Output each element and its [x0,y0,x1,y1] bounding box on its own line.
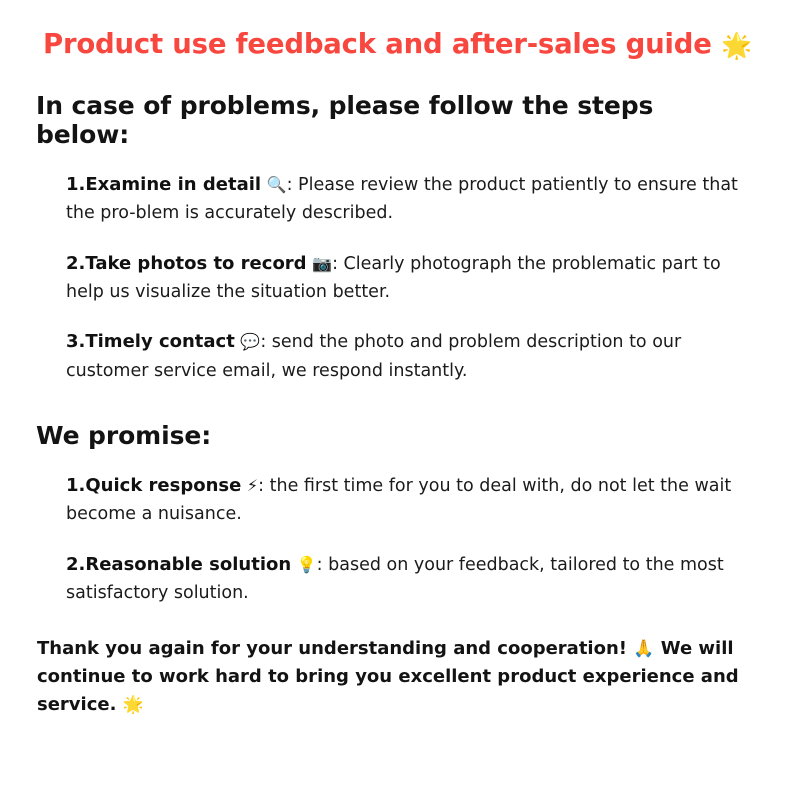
praying-hands-icon: 🙏 [633,639,655,660]
closing-text-part2: We will continue to work hard to bring you excellent product experience and service. [37,638,739,716]
page-title-text: Product use feedback and after-sales guide [43,28,712,60]
section-heading-promise: We promise: [36,421,212,451]
sparkle-icon: 🌟 [721,31,752,60]
step-label: 3.Timely contact [66,331,235,353]
lightning-icon: ⚡ [246,476,259,496]
problem-steps-list [36,170,754,385]
promise-body: : the first time for you to deal with, do not let the wait become a nuisance. [66,476,732,525]
step-body: : Clearly photograph the problematic part to help us visualize the situation better. [66,253,721,303]
closing-text-part1: Thank you again for your understanding and cooperation! [37,638,627,660]
list-item [66,170,754,228]
section-heading-problems: In case of problems, please follow the steps below: [36,91,654,149]
list-item [66,249,754,307]
list-item [66,327,754,385]
step-label: 2.Take photos to record [66,252,307,274]
lightbulb-icon: 💡 [296,554,317,574]
promise-label: 2.Reasonable solution [66,553,292,575]
promise-list [36,471,754,607]
page-title [43,28,754,61]
sparkle-icon-closing: 🌟 [122,695,144,716]
speech-bubble-icon: 💬 [240,332,261,352]
closing-paragraph [37,635,749,719]
list-item [66,471,754,529]
step-body: : send the photo and problem description to our customer service email, we respond instantly. [66,332,682,381]
promise-body: : based on your feedback, tailored to the most satisfactory solution. [66,554,724,604]
step-body: : Please review the product patiently to ensure that the pro-blem is accurately described. [66,175,738,224]
promise-label: 1.Quick response [66,475,242,497]
camera-icon: 📷 [312,253,333,273]
list-item [66,550,754,608]
step-label: 1.Examine in detail [66,174,262,195]
magnifier-icon: 🔍 [266,175,287,194]
